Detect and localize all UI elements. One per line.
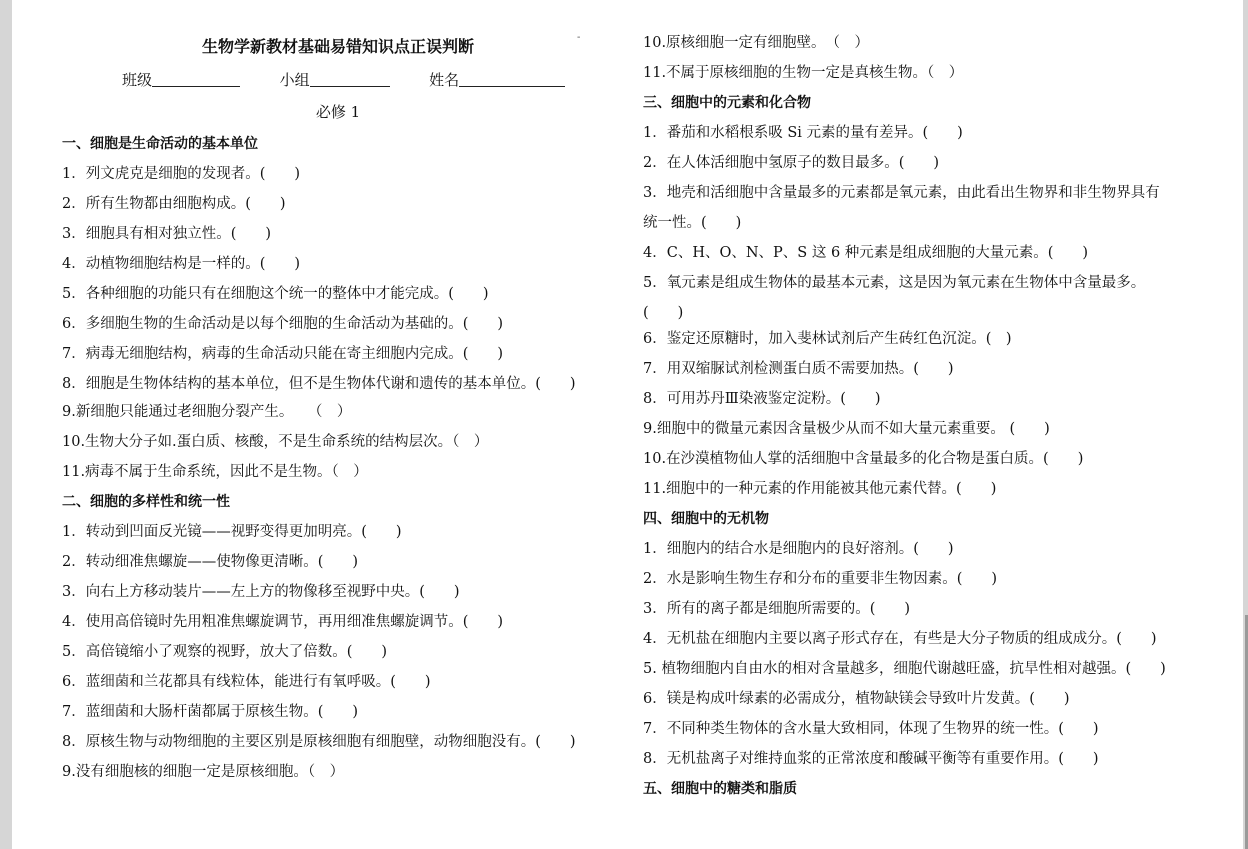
question-item: 3．所有的离子都是细胞所需要的。( ): [643, 601, 911, 617]
question-item: 10.生物大分子如.蛋白质、核酸，不是生命系统的结构层次。（ ）: [62, 434, 489, 450]
question-item: 9.细胞中的微量元素因含量极少从而不如大量元素重要。 ( ): [643, 421, 1050, 437]
class-label: 班级: [122, 71, 153, 89]
section-heading: 三、细胞中的元素和化合物: [643, 95, 811, 111]
question-item: 8．细胞是生物体结构的基本单位，但不是生物体代谢和遗传的基本单位。( ): [62, 376, 576, 392]
question-item: 5．氧元素是组成生物体的最基本元素，这是因为氧元素在生物体中含量最多。: [643, 275, 1146, 291]
question-item: 7．蓝细菌和大肠杆菌都属于原核生物。( ): [62, 704, 359, 720]
question-item: 11.病毒不属于生命系统，因此不是生物。（ ）: [62, 464, 368, 480]
question-item: 2．所有生物都由细胞构成。( ): [62, 196, 286, 212]
section-heading: 二、细胞的多样性和统一性: [62, 494, 230, 510]
question-item: 6．鉴定还原糖时，加入斐林试剂后产生砖红色沉淀。( ): [643, 331, 1012, 347]
name-label: 姓名: [429, 71, 460, 89]
group-label: 小组: [279, 71, 310, 89]
document-title: 生物学新教材基础易错知识点正误判断: [201, 37, 474, 56]
question-item: 3．地壳和活细胞中含量最多的元素都是氧元素，由此看出生物界和非生物界具有: [643, 185, 1160, 201]
name-blank[interactable]: [459, 70, 565, 87]
question-item: 4．C、H、O、N、P、S 这 6 种元素是组成细胞的大量元素。( ): [643, 245, 1089, 261]
class-blank[interactable]: [152, 70, 240, 87]
group-blank[interactable]: [310, 70, 390, 87]
student-info-line: [122, 69, 565, 90]
question-item: 5．高倍镜缩小了观察的视野，放大了倍数。( ): [62, 644, 388, 660]
question-item: 7．不同种类生物体的含水量大致相同，体现了生物界的统一性。( ): [643, 721, 1099, 737]
question-item: 6．镁是构成叶绿素的必需成分，植物缺镁会导致叶片发黄。( ): [643, 691, 1070, 707]
question-item: 6．多细胞生物的生命活动是以每个细胞的生命活动为基础的。( ): [62, 316, 504, 332]
question-item: 9.没有细胞核的细胞一定是原核细胞。（ ）: [62, 764, 345, 780]
question-item: 9.新细胞只能通过老细胞分裂产生。 （ ）: [62, 404, 352, 420]
question-item: 10.原核细胞一定有细胞壁。 （ ）: [643, 35, 870, 51]
question-item: 3．向右上方移动装片——左上方的物像移至视野中央。( ): [62, 584, 460, 600]
document-subtitle: 必修 1: [315, 103, 361, 121]
question-item: 7．用双缩脲试剂检测蛋白质不需要加热。( ): [643, 361, 954, 377]
document-page: [12, 0, 1243, 849]
question-item: 6．蓝细菌和兰花都具有线粒体，能进行有氧呼吸。( ): [62, 674, 431, 690]
section-heading: 一、细胞是生命活动的基本单位: [62, 136, 258, 152]
question-item: 11.细胞中的一种元素的作用能被其他元素代替。( ): [643, 481, 997, 497]
question-item: 4．无机盐在细胞内主要以离子形式存在，有些是大分子物质的组成成分。( ): [643, 631, 1157, 647]
section-heading: 五、细胞中的糖类和脂质: [643, 781, 797, 797]
question-item: 3．细胞具有相对独立性。( ): [62, 226, 272, 242]
question-item: 2．转动细准焦螺旋——使物像更清晰。( ): [62, 554, 359, 570]
question-item: 10.在沙漠植物仙人掌的活细胞中含量最多的化合物是蛋白质。( ): [643, 451, 1084, 467]
viewer-left-margin: [0, 0, 12, 849]
question-item: 统一性。( ): [643, 215, 742, 231]
question-item: 8．可用苏丹Ⅲ染液鉴定淀粉。( ): [643, 391, 881, 407]
question-item: 8．原核生物与动物细胞的主要区别是原核细胞有细胞壁，动物细胞没有。( ): [62, 734, 576, 750]
section-heading: 四、细胞中的无机物: [643, 511, 769, 527]
question-item: 2．在人体活细胞中氢原子的数目最多。( ): [643, 155, 940, 171]
question-item: 1．列文虎克是细胞的发现者。( ): [62, 166, 301, 182]
question-item: 1．细胞内的结合水是细胞内的良好溶剂。( ): [643, 541, 954, 557]
question-item: 5．各种细胞的功能只有在细胞这个统一的整体中才能完成。( ): [62, 286, 489, 302]
question-item: 8．无机盐离子对维持血浆的正常浓度和酸碱平衡等有重要作用。( ): [643, 751, 1099, 767]
question-item: 2．水是影响生物生存和分布的重要非生物因素。( ): [643, 571, 998, 587]
question-item: 1．番茄和水稻根系吸 Si 元素的量有差异。( ): [643, 125, 963, 141]
question-item: ( ): [643, 305, 684, 321]
question-item: 11.不属于原核细胞的生物一定是真核生物。（ ）: [643, 65, 964, 81]
stray-mark: -: [577, 32, 581, 43]
question-item: 1．转动到凹面反光镜——视野变得更加明亮。( ): [62, 524, 402, 540]
question-item: 7．病毒无细胞结构，病毒的生命活动只能在寄主细胞内完成。( ): [62, 346, 504, 362]
question-item: 4．动植物细胞结构是一样的。( ): [62, 256, 301, 272]
question-item: 4．使用高倍镜时先用粗准焦螺旋调节，再用细准焦螺旋调节。( ): [62, 614, 504, 630]
question-item: 5. 植物细胞内自由水的相对含量越多，细胞代谢越旺盛，抗旱性相对越强。( ): [643, 661, 1166, 677]
